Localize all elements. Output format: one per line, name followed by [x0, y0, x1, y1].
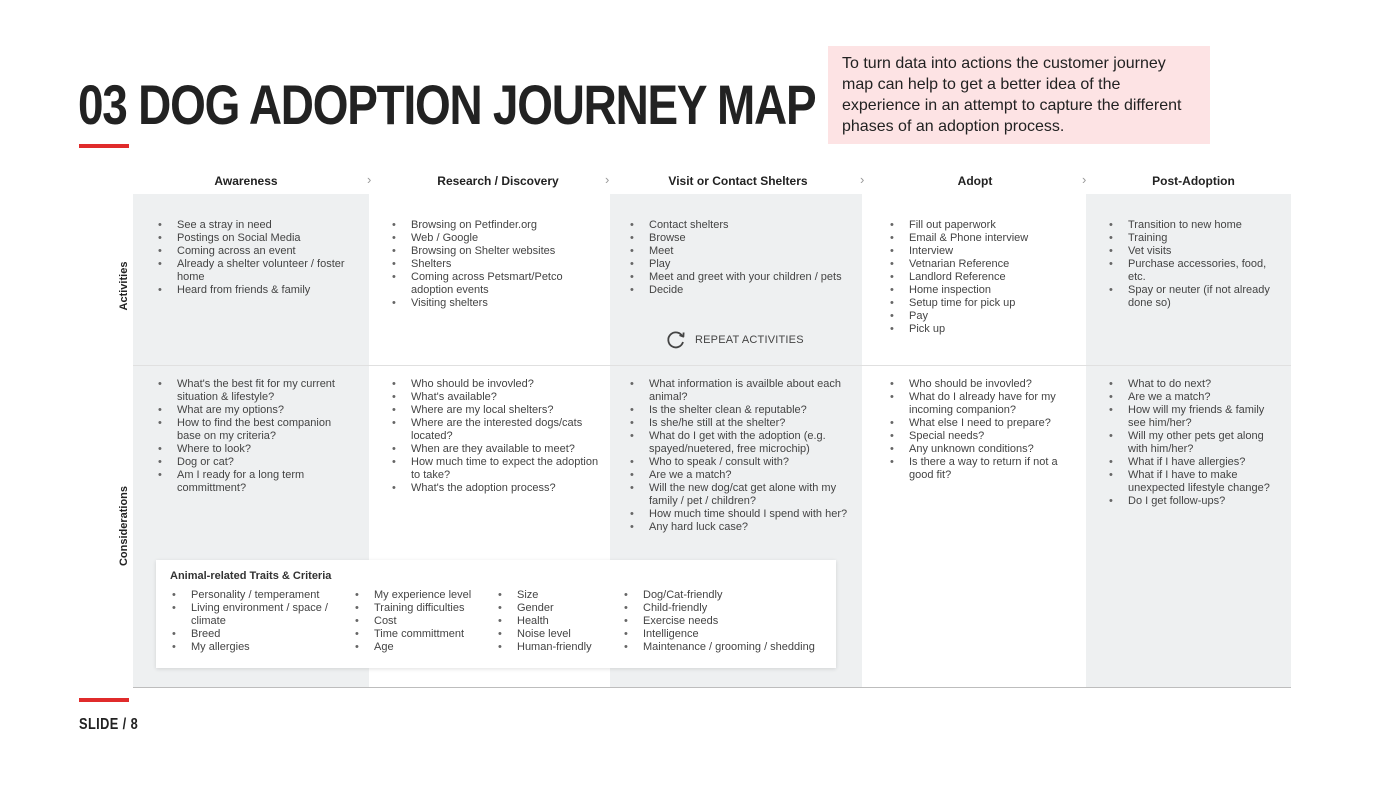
- list-item: • Is she/he still at the shelter?: [629, 417, 861, 430]
- repeat-activities: [665, 329, 804, 351]
- list-item: • Web / Google: [391, 232, 596, 245]
- footer-accent-bar: [79, 698, 129, 702]
- list-item: • Where are my local shelters?: [391, 404, 601, 417]
- chevron-right-icon: ›: [605, 172, 610, 187]
- list-item: • Who to speak / consult with?: [629, 456, 861, 469]
- list-item: • Play: [629, 258, 849, 271]
- list-item: • Heard from friends & family: [157, 284, 357, 297]
- list-item: • Home inspection: [889, 284, 1074, 297]
- list-item: • Are we a match?: [629, 469, 861, 482]
- stage-header-visit: Visit or Contact Shelters: [668, 174, 808, 188]
- list-item: • Is there a way to return if not a good fit?: [889, 456, 1074, 482]
- traits-card: [156, 560, 836, 668]
- list-item: • Pick up: [889, 323, 1074, 336]
- chevron-right-icon: ›: [367, 172, 372, 187]
- list-item: • Noise level: [497, 628, 617, 641]
- considerations-list-adopt: [889, 378, 1074, 482]
- stage-header-adopt: Adopt: [957, 174, 993, 188]
- traits-list-3: [497, 589, 617, 654]
- chevron-right-icon: ›: [860, 172, 865, 187]
- list-item: • What to do next?: [1108, 378, 1278, 391]
- list-item: • Browse: [629, 232, 849, 245]
- list-item: • What else I need to prepare?: [889, 417, 1074, 430]
- list-item: • Meet and greet with your children / pets: [629, 271, 849, 284]
- chevron-right-icon: ›: [1082, 172, 1087, 187]
- list-item: • What if I have to make unexpected lifestyle change?: [1108, 469, 1278, 495]
- list-item: • Is the shelter clean & reputable?: [629, 404, 861, 417]
- considerations-list-post-adoption: [1108, 378, 1278, 508]
- list-item: • My allergies: [171, 641, 331, 654]
- list-item: • Browsing on Petfinder.org: [391, 219, 596, 232]
- list-item: • Time committment: [354, 628, 484, 641]
- list-item: • Living environment / space / climate: [171, 602, 331, 628]
- list-item: • How much time should I spend with her?: [629, 508, 861, 521]
- list-item: • Am I ready for a long term committment?: [157, 469, 357, 495]
- list-item: • Training: [1108, 232, 1278, 245]
- list-item: • Meet: [629, 245, 849, 258]
- traits-list-2: [354, 589, 484, 654]
- list-item: • Already a shelter volunteer / foster home: [157, 258, 357, 284]
- list-item: • Cost: [354, 615, 484, 628]
- activities-list-visit: [629, 219, 849, 297]
- list-item: • Landlord Reference: [889, 271, 1074, 284]
- list-item: • Contact shelters: [629, 219, 849, 232]
- list-item: • Browsing on Shelter websites: [391, 245, 596, 258]
- activities-list-research: [391, 219, 596, 310]
- list-item: • What's the adoption process?: [391, 482, 601, 495]
- list-item: • Vetnarian Reference: [889, 258, 1074, 271]
- slide-number: SLIDE / 8: [79, 716, 139, 733]
- list-item: • Who should be invovled?: [889, 378, 1074, 391]
- list-item: • Setup time for pick up: [889, 297, 1074, 310]
- list-item: • Personality / temperament: [171, 589, 331, 602]
- list-item: • When are they available to meet?: [391, 443, 601, 456]
- activities-list-awareness: [157, 219, 357, 297]
- list-item: • Maintenance / grooming / shedding: [623, 641, 833, 654]
- list-item: • Shelters: [391, 258, 596, 271]
- list-item: • Purchase accessories, food, etc.: [1108, 258, 1278, 284]
- list-item: • Dog or cat?: [157, 456, 357, 469]
- list-item: • Intelligence: [623, 628, 833, 641]
- list-item: • Are we a match?: [1108, 391, 1278, 404]
- list-item: • Child-friendly: [623, 602, 833, 615]
- list-item: • Training difficulties: [354, 602, 484, 615]
- list-item: • What's available?: [391, 391, 601, 404]
- list-item: • Human-friendly: [497, 641, 617, 654]
- stage-header-research: Research / Discovery: [437, 174, 559, 188]
- list-item: • How to find the best companion base on my criteria?: [157, 417, 357, 443]
- title-underline: [79, 144, 129, 148]
- list-item: • Any unknown conditions?: [889, 443, 1074, 456]
- list-item: • Will the new dog/cat get alone with my family / pet / children?: [629, 482, 861, 508]
- intro-callout: To turn data into actions the customer journey map can help to get a better idea of the experience in an attempt to capture the different phases of an adoption process.: [828, 46, 1210, 144]
- list-item: • Age: [354, 641, 484, 654]
- considerations-list-visit: [629, 378, 861, 534]
- list-item: • Spay or neuter (if not already done so): [1108, 284, 1278, 310]
- list-item: • Where to look?: [157, 443, 357, 456]
- row-label-activities: Activities: [118, 261, 130, 311]
- considerations-list-research: [391, 378, 601, 495]
- traits-title: Animal-related Traits & Criteria: [170, 570, 332, 582]
- list-item: • Vet visits: [1108, 245, 1278, 258]
- list-item: • How will my friends & family see him/her?: [1108, 404, 1278, 430]
- slide-title: 03 DOG ADOPTION JOURNEY MAP: [78, 73, 816, 136]
- list-item: • Postings on Social Media: [157, 232, 357, 245]
- list-item: • Coming across Petsmart/Petco adoption events: [391, 271, 596, 297]
- list-item: • Transition to new home: [1108, 219, 1278, 232]
- list-item: • Gender: [497, 602, 617, 615]
- list-item: • Email & Phone interview: [889, 232, 1074, 245]
- considerations-list-awareness: [157, 378, 357, 495]
- list-item: • Health: [497, 615, 617, 628]
- list-item: • Interview: [889, 245, 1074, 258]
- list-item: • Where are the interested dogs/cats located?: [391, 417, 601, 443]
- repeat-icon: [665, 329, 687, 351]
- list-item: • See a stray in need: [157, 219, 357, 232]
- stage-header-awareness: Awareness: [214, 174, 278, 188]
- list-item: • What are my options?: [157, 404, 357, 417]
- table-bottom-line: [133, 687, 1291, 688]
- list-item: • What information is availble about each animal?: [629, 378, 861, 404]
- list-item: • Do I get follow-ups?: [1108, 495, 1278, 508]
- repeat-activities-label: REPEAT ACTIVITIES: [695, 334, 804, 346]
- list-item: • What do I get with the adoption (e.g. spayed/nuetered, free microchip): [629, 430, 861, 456]
- list-item: • Breed: [171, 628, 331, 641]
- list-item: • Any hard luck case?: [629, 521, 861, 534]
- list-item: • Fill out paperwork: [889, 219, 1074, 232]
- list-item: • Visiting shelters: [391, 297, 596, 310]
- list-item: • Size: [497, 589, 617, 602]
- list-item: • Special needs?: [889, 430, 1074, 443]
- activities-list-adopt: [889, 219, 1074, 336]
- list-item: • Pay: [889, 310, 1074, 323]
- list-item: • Coming across an event: [157, 245, 357, 258]
- list-item: • What do I already have for my incoming companion?: [889, 391, 1074, 417]
- traits-list-4: [623, 589, 833, 654]
- list-item: • Will my other pets get along with him/her?: [1108, 430, 1278, 456]
- row-label-considerations: Considerations: [118, 485, 130, 567]
- activities-list-post-adoption: [1108, 219, 1278, 310]
- list-item: • What if I have allergies?: [1108, 456, 1278, 469]
- traits-list-1: [171, 589, 331, 654]
- list-item: • Exercise needs: [623, 615, 833, 628]
- list-item: • Who should be invovled?: [391, 378, 601, 391]
- list-item: • Decide: [629, 284, 849, 297]
- stage-header-post-adoption: Post-Adoption: [1152, 174, 1235, 188]
- row-divider: [133, 365, 1291, 366]
- list-item: • Dog/Cat-friendly: [623, 589, 833, 602]
- list-item: • My experience level: [354, 589, 484, 602]
- list-item: • How much time to expect the adoption to take?: [391, 456, 601, 482]
- list-item: • What's the best fit for my current situation & lifestyle?: [157, 378, 357, 404]
